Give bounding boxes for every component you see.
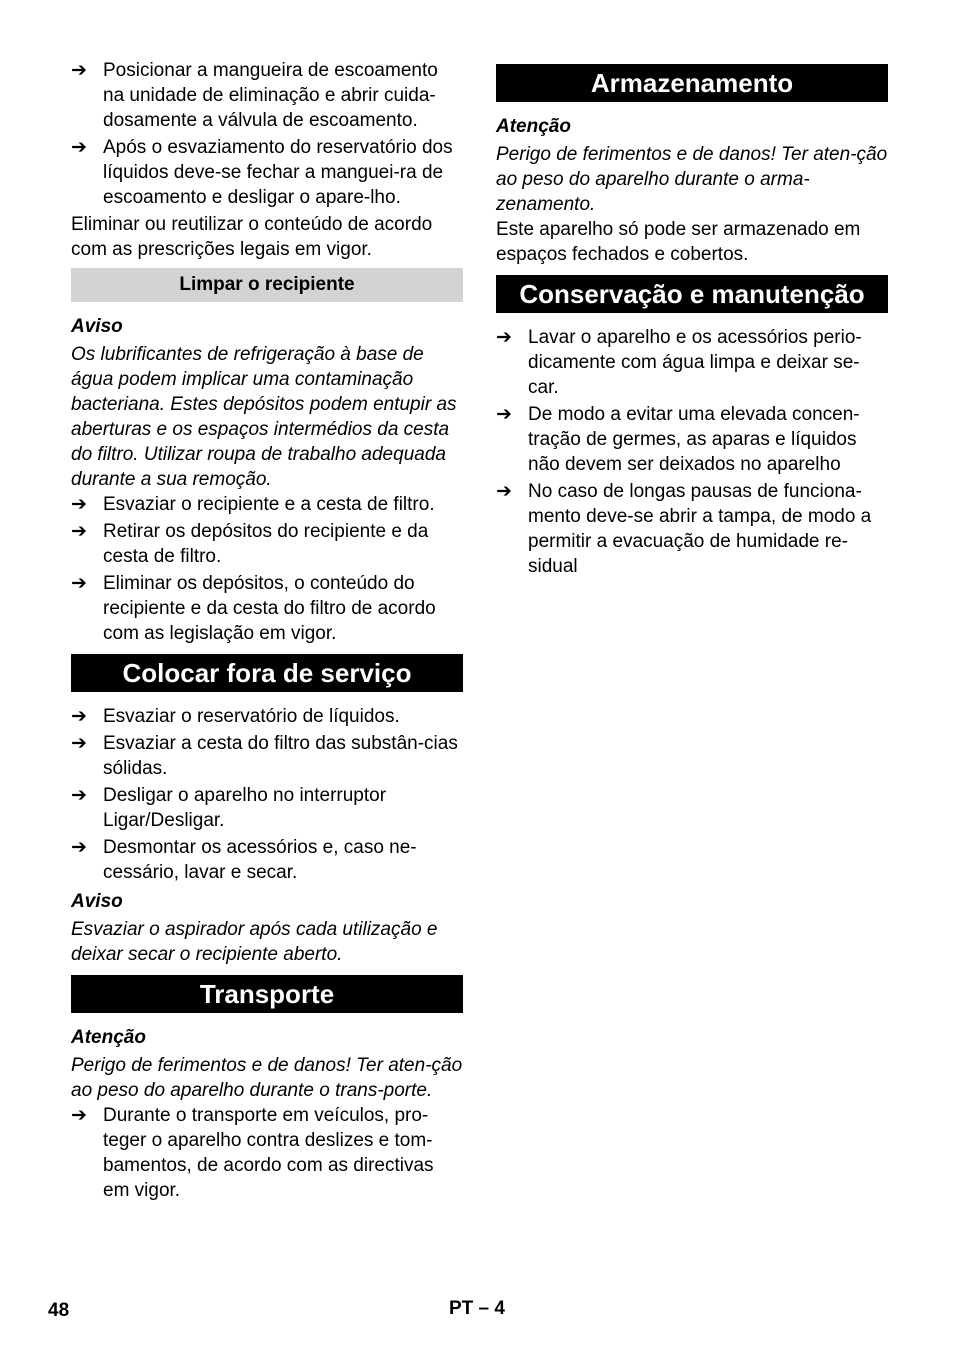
list-item-text: Posicionar a mangueira de escoamento na unidade de eliminação e abrir cuida-dosamente a válvula de escoamento. [103, 60, 438, 131]
right-arrow-icon: ➔ [71, 60, 87, 81]
list-item-text: Eliminar os depósitos, o conteúdo do recipiente e da cesta do filtro de acordo com as legislação em vigor. [103, 573, 436, 644]
right-arrow-icon: ➔ [71, 837, 87, 858]
right-arrow-icon: ➔ [71, 706, 87, 727]
list-item-text: Lavar o aparelho e os acessórios perio-dicamente com água limpa e deixar se-car. [528, 327, 862, 398]
right-arrow-icon: ➔ [496, 481, 512, 502]
right-arrow-icon: ➔ [71, 494, 87, 515]
list-item [71, 704, 463, 729]
right-arrow-icon: ➔ [71, 1105, 87, 1126]
right-arrow-icon: ➔ [71, 137, 87, 158]
list-item-text: Desmontar os acessórios e, caso ne-cessário, lavar e secar. [103, 837, 417, 883]
section-heading-limpar: Limpar o recipiente [71, 268, 463, 302]
section-heading-colocar: Colocar fora de serviço [71, 654, 463, 692]
list-item-text: De modo a evitar uma elevada concen-tração de germes, as aparas e líquidos não devem ser deixados no aparelho [528, 404, 860, 475]
note-label: Aviso [71, 316, 123, 337]
list-item-text: Retirar os depósitos do recipiente e da cesta de filtro. [103, 521, 429, 567]
list-item-text: Esvaziar o reservatório de líquidos. [103, 706, 400, 727]
note-label: Atenção [71, 1027, 146, 1048]
note-label: Atenção [496, 116, 571, 137]
storage-text: Este aparelho só pode ser armazenado em espaços fechados e cobertos. [496, 219, 861, 265]
page-number: 48 [48, 1300, 70, 1321]
list-item-text: Esvaziar o recipiente e a cesta de filtro. [103, 494, 435, 515]
list-item [496, 402, 888, 477]
note-text: Os lubrificantes de refrigeração à base de água podem implicar uma contaminação bacteriana. Estes depósitos podem entupir as aberturas e os espaços intermédios da cesta do filtro. Utilizar roupa de trabalho adequada durante a sua remoção. [71, 344, 457, 490]
right-arrow-icon: ➔ [71, 573, 87, 594]
list-item [71, 835, 463, 885]
note-text: Perigo de ferimentos e de danos! Ter aten-ção ao peso do aparelho durante o trans-porte. [71, 1055, 463, 1101]
section-heading-transporte: Transporte [71, 975, 463, 1013]
list-item-text: No caso de longas pausas de funciona-mento deve-se abrir a tampa, de modo a permitir a evacuação de humidade re-sidual [528, 481, 872, 577]
list-item [71, 783, 463, 833]
right-arrow-icon: ➔ [71, 521, 87, 542]
list-item [71, 135, 463, 210]
note-text: Perigo de ferimentos e de danos! Ter aten-ção ao peso do aparelho durante o arma-zenamento. [496, 144, 888, 215]
note-text: Esvaziar o aspirador após cada utilização e deixar secar o recipiente aberto. [71, 919, 438, 965]
list-item-text: Desligar o aparelho no interruptor Ligar/Desligar. [103, 785, 387, 831]
list-item [71, 519, 463, 569]
section-heading-conservacao: Conservação e manutenção [496, 275, 888, 313]
right-arrow-icon: ➔ [71, 733, 87, 754]
left-column [71, 58, 463, 1205]
right-column [496, 64, 888, 581]
list-item [71, 1103, 463, 1203]
note-label: Aviso [71, 891, 123, 912]
list-item [71, 58, 463, 133]
right-arrow-icon: ➔ [496, 327, 512, 348]
language-page-label: PT – 4 [449, 1298, 505, 1319]
list-item [71, 571, 463, 646]
intro-paragraph: Eliminar ou reutilizar o conteúdo de acordo com as prescrições legais em vigor. [71, 214, 433, 260]
right-arrow-icon: ➔ [71, 785, 87, 806]
list-item-text: Esvaziar a cesta do filtro das substân-cias sólidas. [103, 733, 458, 779]
list-item [496, 325, 888, 400]
list-item [71, 492, 463, 517]
list-item [71, 731, 463, 781]
list-item-text: Durante o transporte em veículos, pro-teger o aparelho contra deslizes e tom-bamentos, de acordo com as directivas em vigor. [103, 1105, 434, 1201]
list-item [496, 479, 888, 579]
section-heading-armazenamento: Armazenamento [496, 64, 888, 102]
right-arrow-icon: ➔ [496, 404, 512, 425]
list-item-text: Após o esvaziamento do reservatório dos líquidos deve-se fechar a manguei-ra de escoamento e desligar o apare-lho. [103, 137, 453, 208]
